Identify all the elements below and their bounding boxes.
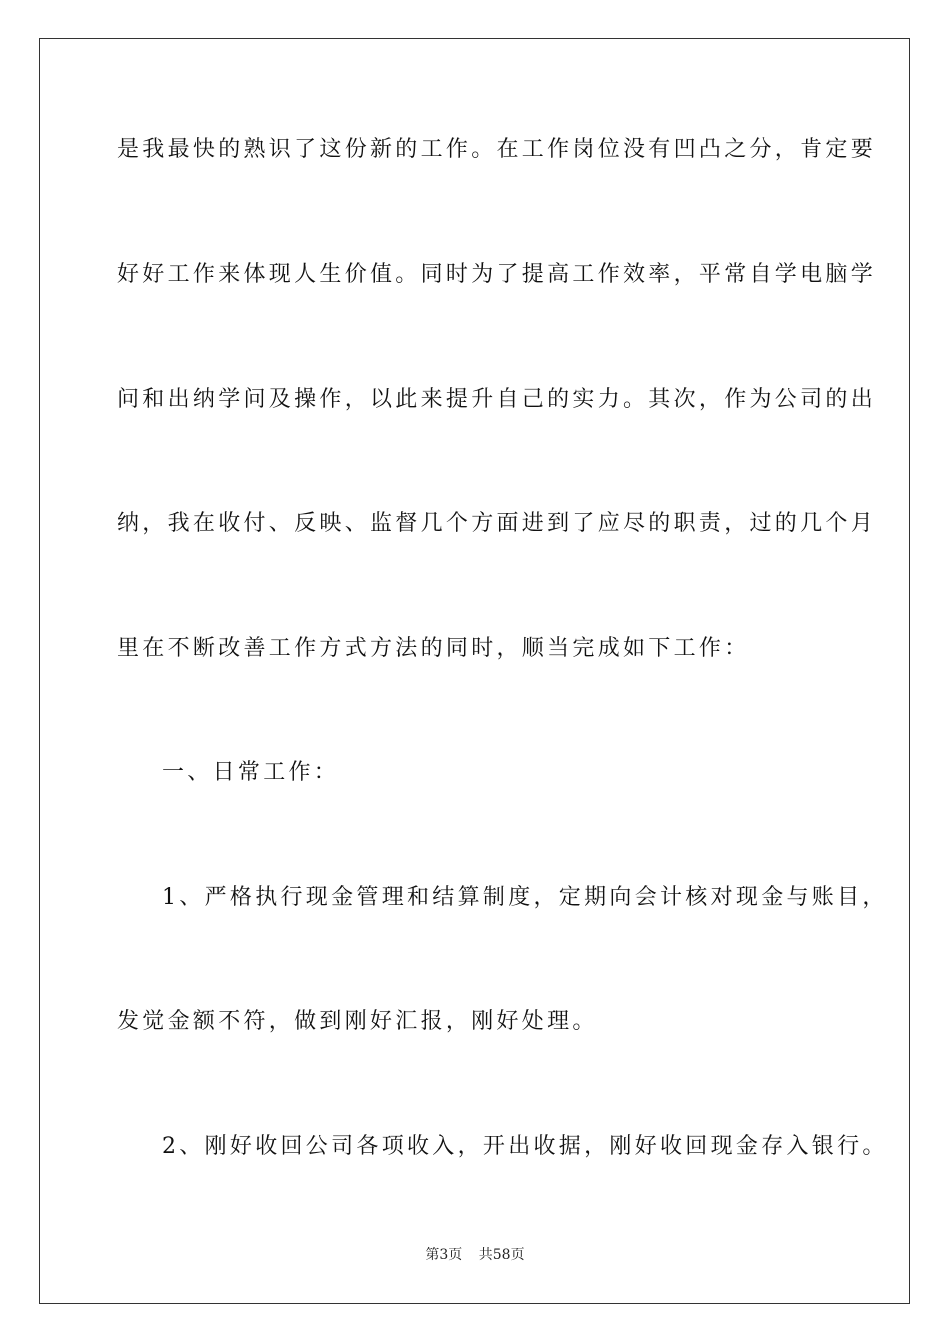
page-border: [39, 38, 910, 1304]
list-item-1-line-1: 1、严格执行现金管理和结算制度，定期向会计核对现金与账目，: [162, 885, 888, 910]
section-heading: 一、日常工作：: [162, 760, 340, 785]
body-text-line-5: 里在不断改善工作方式方法的同时，顺当完成如下工作：: [117, 636, 750, 661]
body-text-line-1: 是我最快的熟识了这份新的工作。在工作岗位没有凹凸之分，肯定要: [117, 137, 877, 162]
list-item-2: 2、刚好收回公司各项收入，开出收据，刚好收回现金存入银行。: [162, 1134, 888, 1159]
page-total: 共58页: [478, 1247, 525, 1263]
page-number: 第3页: [425, 1247, 463, 1263]
body-text-line-4: 纳，我在收付、反映、监督几个方面进到了应尽的职责，过的几个月: [117, 511, 877, 536]
body-text-line-3: 问和出纳学问及操作，以此来提升自己的实力。其次，作为公司的出: [117, 387, 877, 412]
list-item-1-line-2: 发觉金额不符，做到刚好汇报，刚好处理。: [117, 1009, 598, 1034]
page-footer: [0, 1246, 950, 1264]
body-text-line-2: 好好工作来体现人生价值。同时为了提高工作效率，平常自学电脑学: [117, 262, 877, 287]
